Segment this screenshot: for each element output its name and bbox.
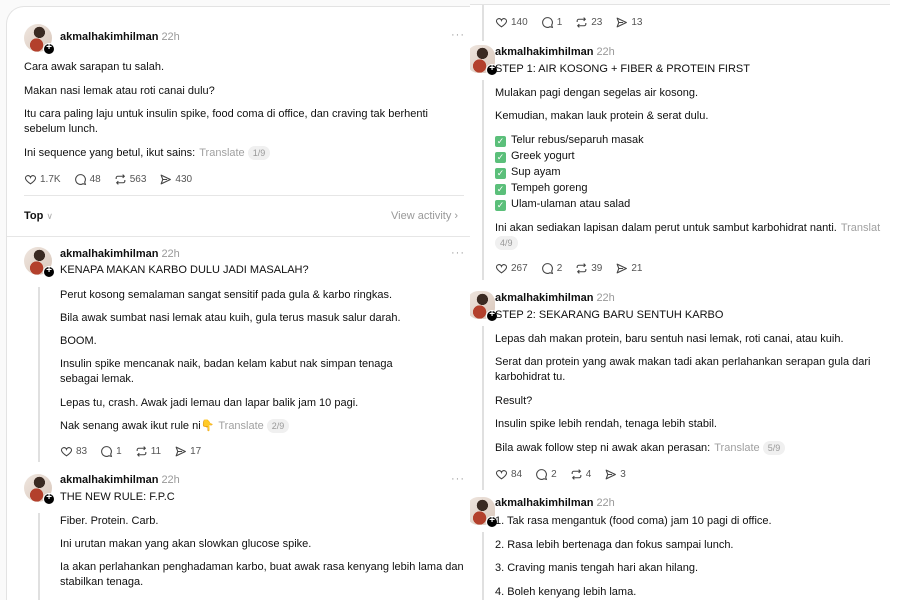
checklist-text: Ulam-ulaman atau salad bbox=[511, 198, 631, 210]
like-count: 83 bbox=[76, 446, 88, 457]
thread-connector bbox=[482, 532, 484, 600]
timestamp: 22h bbox=[596, 292, 615, 304]
post-text-last bbox=[495, 441, 785, 456]
post-text: Ia akan perlahankan penghadaman karbo, buat awak rasa kenyang lebih lama dan stabilkan tenaga. bbox=[60, 561, 464, 588]
chevron-right-icon: › bbox=[454, 210, 459, 222]
share-button[interactable] bbox=[615, 262, 642, 275]
checklist-item bbox=[495, 133, 644, 148]
avatar[interactable] bbox=[24, 474, 52, 502]
post-text: Nak senang awak ikut rule ni bbox=[60, 420, 201, 432]
heart-icon bbox=[24, 173, 37, 186]
checklist-text: Greek yogurt bbox=[511, 150, 575, 162]
avatar[interactable] bbox=[24, 24, 52, 52]
post-meta bbox=[495, 46, 615, 58]
more-options-icon[interactable]: ··· bbox=[451, 29, 465, 41]
share-button[interactable] bbox=[159, 173, 192, 186]
comment-button[interactable] bbox=[535, 468, 557, 481]
repost-count: 4 bbox=[585, 469, 592, 480]
comment-button[interactable] bbox=[74, 173, 101, 186]
share-count: 3 bbox=[620, 469, 626, 480]
post-text-last bbox=[495, 221, 880, 236]
post-actions bbox=[60, 445, 201, 458]
post-text: Result? bbox=[495, 395, 533, 407]
divider bbox=[7, 236, 470, 237]
translate-link[interactable]: Translate bbox=[218, 420, 264, 432]
post-meta bbox=[495, 497, 615, 509]
repost-count: 23 bbox=[591, 17, 603, 28]
checklist-text: Tempeh goreng bbox=[511, 182, 588, 194]
share-icon bbox=[159, 173, 172, 186]
post-text: Itu cara paling laju untuk insulin spike, food coma di office, dan craving tak berhenti sebelum lunch. bbox=[24, 108, 428, 135]
more-options-icon[interactable]: ··· bbox=[451, 473, 465, 485]
post-text: Fiber. Protein. Carb. bbox=[60, 515, 159, 527]
view-activity-label: View activity bbox=[391, 210, 452, 222]
post-text: 2. Rasa lebih bertenaga dan fokus sampai lunch. bbox=[495, 539, 734, 551]
translate-link[interactable]: Translate bbox=[199, 147, 245, 159]
repost-icon bbox=[135, 445, 148, 458]
username[interactable]: akmalhakimhilman bbox=[495, 292, 594, 304]
post-text: Serat dan protein yang awak makan tadi akan perlahankan serapan gula dari karbohidrat tu. bbox=[495, 356, 871, 383]
post-text: BOOM. bbox=[60, 335, 97, 347]
repost-button[interactable] bbox=[570, 468, 592, 481]
like-count: 84 bbox=[511, 469, 523, 480]
post-text: Perut kosong semalaman sangat sensitif pada gula & karbo ringkas. bbox=[60, 289, 393, 301]
post-text: Lepas dah makan protein, baru sentuh nasi lemak, roti canai, atau kuih. bbox=[495, 333, 844, 345]
post-heading: STEP 1: AIR KOSONG + FIBER & PROTEIN FIRST bbox=[495, 63, 750, 75]
comment-count: 2 bbox=[556, 263, 563, 274]
comment-button[interactable] bbox=[541, 16, 563, 29]
avatar[interactable] bbox=[470, 45, 495, 73]
follow-plus-icon[interactable]: + bbox=[43, 43, 55, 55]
post-text: Insulin spike lebih rendah, tenaga lebih stabil. bbox=[495, 418, 717, 430]
checklist-text: Sup ayam bbox=[511, 166, 561, 178]
heart-icon bbox=[60, 445, 73, 458]
follow-plus-icon[interactable]: + bbox=[486, 310, 498, 322]
post-text: Cara awak sarapan tu salah. bbox=[24, 61, 165, 73]
thread-connector bbox=[38, 513, 40, 600]
username[interactable]: akmalhakimhilman bbox=[60, 31, 159, 43]
comment-icon bbox=[541, 262, 554, 275]
follow-plus-icon[interactable]: + bbox=[43, 266, 55, 278]
like-button[interactable] bbox=[495, 16, 528, 29]
avatar[interactable] bbox=[24, 247, 52, 275]
post-text: 4. Boleh kenyang lebih lama. bbox=[495, 586, 637, 598]
comment-icon bbox=[74, 173, 87, 186]
thread-pager: 5/9 bbox=[763, 441, 786, 455]
share-icon bbox=[615, 262, 628, 275]
post-text: Ini sequence yang betul, ikut sains: bbox=[24, 147, 196, 159]
translate-link[interactable]: Translat bbox=[840, 222, 881, 234]
post-actions bbox=[495, 262, 643, 275]
thread-pager: 4/9 bbox=[495, 236, 518, 250]
timestamp: 22h bbox=[161, 248, 180, 260]
like-button[interactable] bbox=[495, 468, 522, 481]
post-meta bbox=[495, 292, 615, 304]
comment-icon bbox=[535, 468, 548, 481]
comment-count: 48 bbox=[89, 174, 101, 185]
thread-connector bbox=[482, 326, 484, 490]
username[interactable]: akmalhakimhilman bbox=[60, 474, 159, 486]
checkmark-icon: ✓ bbox=[496, 168, 505, 178]
post-actions bbox=[24, 173, 192, 186]
comment-count: 1 bbox=[116, 446, 122, 457]
post-heading: KENAPA MAKAN KARBO DULU JADI MASALAH? bbox=[60, 264, 309, 276]
thread-pager: 2/9 bbox=[267, 419, 290, 433]
timestamp: 22h bbox=[596, 497, 615, 509]
share-count: 430 bbox=[175, 174, 193, 185]
post-text-last bbox=[60, 419, 289, 434]
translate-link[interactable]: Translate bbox=[714, 442, 760, 454]
share-button[interactable] bbox=[174, 445, 201, 458]
like-button[interactable] bbox=[60, 445, 87, 458]
avatar[interactable] bbox=[470, 291, 495, 319]
share-button[interactable] bbox=[604, 468, 626, 481]
post-actions bbox=[495, 468, 626, 481]
heart-icon bbox=[495, 262, 508, 275]
post-meta bbox=[60, 248, 180, 260]
checkmark-icon: ✓ bbox=[496, 152, 505, 162]
repost-icon bbox=[114, 173, 127, 186]
share-button[interactable] bbox=[615, 16, 642, 29]
like-button[interactable] bbox=[24, 173, 61, 186]
thread-connector bbox=[482, 80, 484, 280]
top-border bbox=[470, 0, 890, 5]
thread-pager: 1/9 bbox=[248, 146, 271, 160]
like-count: 140 bbox=[511, 17, 528, 28]
repost-count: 563 bbox=[129, 174, 147, 185]
checkmark-icon: ✓ bbox=[496, 200, 505, 210]
sort-dropdown[interactable] bbox=[24, 210, 53, 222]
checklist-item bbox=[495, 149, 575, 164]
comment-icon bbox=[541, 16, 554, 29]
timestamp: 22h bbox=[161, 31, 180, 43]
post-meta bbox=[60, 474, 180, 486]
post-text: Bila awak follow step ni awak akan perasan: bbox=[495, 442, 711, 454]
username[interactable]: akmalhakimhilman bbox=[60, 248, 159, 260]
comment-count: 1 bbox=[556, 17, 563, 28]
post-text-last bbox=[24, 146, 270, 161]
sort-label: Top bbox=[24, 210, 44, 222]
comment-button[interactable] bbox=[100, 445, 122, 458]
timestamp: 22h bbox=[596, 46, 615, 58]
username[interactable]: akmalhakimhilman bbox=[495, 46, 594, 58]
checkmark-icon: ✓ bbox=[496, 184, 505, 194]
repost-button[interactable] bbox=[135, 445, 161, 458]
repost-icon bbox=[575, 262, 588, 275]
heart-icon bbox=[495, 468, 508, 481]
post-text: Mulakan pagi dengan segelas air kosong. bbox=[495, 87, 699, 99]
thread-connector bbox=[482, 5, 484, 41]
share-count: 13 bbox=[631, 17, 643, 28]
checklist-item bbox=[495, 197, 630, 212]
post-text: Insulin spike mencanak naik, badan kelam kabut nak simpan tenaga sebagai lemak. bbox=[60, 358, 393, 385]
chevron-down-icon: ∨ bbox=[46, 211, 53, 221]
checklist-item bbox=[495, 181, 587, 196]
heart-icon bbox=[495, 16, 508, 29]
post-text: Kemudian, makan lauk protein & serat dulu. bbox=[495, 110, 709, 122]
checklist-item bbox=[495, 165, 561, 180]
avatar[interactable] bbox=[470, 497, 495, 525]
timestamp: 22h bbox=[161, 474, 180, 486]
checklist-text: Telur rebus/separuh masak bbox=[511, 134, 644, 146]
share-count: 21 bbox=[631, 263, 643, 274]
like-count: 1.7K bbox=[40, 174, 61, 185]
post-text: Makan nasi lemak atau roti canai dulu? bbox=[24, 85, 215, 97]
username[interactable]: akmalhakimhilman bbox=[495, 497, 594, 509]
comment-button[interactable] bbox=[541, 262, 563, 275]
post-heading: THE NEW RULE: F.P.C bbox=[60, 491, 175, 503]
post-text: Ini urutan makan yang akan slowkan glucose spike. bbox=[60, 538, 312, 550]
comment-icon bbox=[100, 445, 113, 458]
repost-button[interactable] bbox=[114, 173, 147, 186]
post-actions bbox=[495, 16, 643, 29]
repost-count: 39 bbox=[591, 263, 603, 274]
post-text: Ini akan sediakan lapisan dalam perut untuk sambut karbohidrat nanti. bbox=[495, 222, 837, 234]
post-text: 1. Tak rasa mengantuk (food coma) jam 10 pagi di office. bbox=[495, 515, 772, 527]
post-meta bbox=[60, 31, 180, 43]
post-heading: STEP 2: SEKARANG BARU SENTUH KARBO bbox=[495, 309, 724, 321]
pointing-down-emoji: 👇 bbox=[200, 420, 215, 432]
pager-row bbox=[495, 236, 518, 251]
like-button[interactable] bbox=[495, 262, 528, 275]
repost-icon bbox=[575, 16, 588, 29]
follow-plus-icon[interactable]: + bbox=[43, 493, 55, 505]
repost-button[interactable] bbox=[575, 262, 602, 275]
share-icon bbox=[615, 16, 628, 29]
right-thread-panel bbox=[470, 0, 900, 600]
like-count: 267 bbox=[511, 263, 528, 274]
view-activity-link[interactable] bbox=[391, 210, 458, 222]
more-options-icon[interactable]: ··· bbox=[451, 247, 465, 259]
post-text: Lepas tu, crash. Awak jadi lemau dan lapar balik jam 10 pagi. bbox=[60, 397, 359, 409]
divider bbox=[24, 195, 464, 196]
post-text: 3. Craving manis tengah hari akan hilang. bbox=[495, 562, 699, 574]
thread-connector bbox=[38, 287, 40, 462]
left-thread-panel bbox=[6, 6, 470, 600]
checkmark-icon: ✓ bbox=[496, 136, 505, 146]
post-text: Bila awak sumbat nasi lemak atau kuih, gula terus masuk salur darah. bbox=[60, 312, 401, 324]
repost-count: 11 bbox=[150, 446, 162, 457]
share-icon bbox=[174, 445, 187, 458]
share-count: 17 bbox=[190, 446, 202, 457]
share-icon bbox=[604, 468, 617, 481]
comment-count: 2 bbox=[551, 469, 557, 480]
follow-plus-icon[interactable]: + bbox=[486, 64, 498, 76]
repost-button[interactable] bbox=[575, 16, 602, 29]
repost-icon bbox=[570, 468, 583, 481]
follow-plus-icon[interactable]: + bbox=[486, 516, 498, 528]
